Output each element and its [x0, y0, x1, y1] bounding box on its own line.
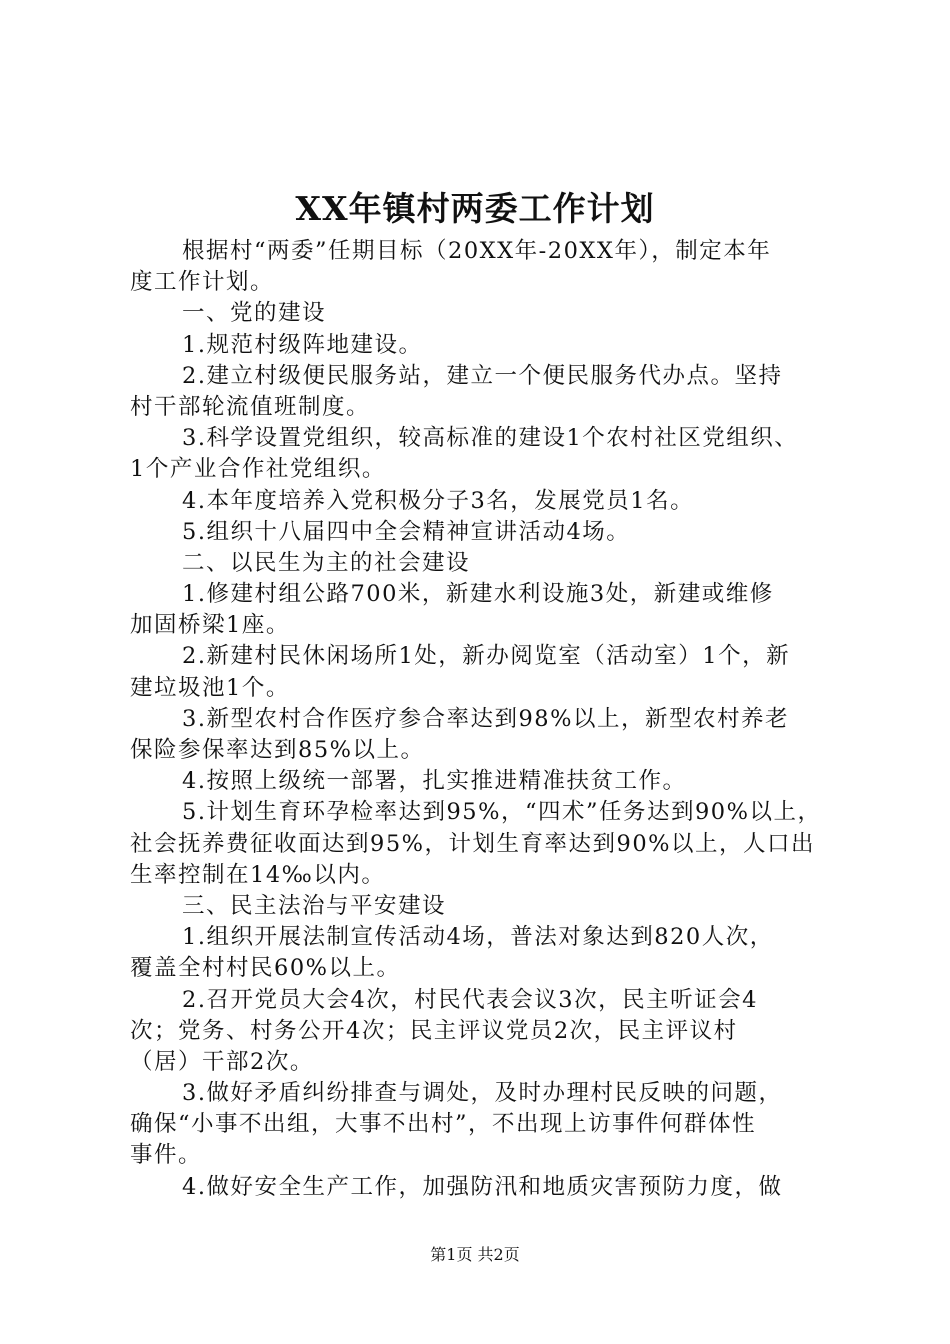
- body-line: 3.科学设置党组织，较高标准的建设1个农村社区党组织、: [182, 425, 799, 452]
- body-line: 社会抚养费征收面达到95%，计划生育率达到90%以上，人口出: [130, 830, 816, 857]
- body-line: 三、民主法治与平安建设: [182, 892, 447, 919]
- body-line: 4.按照上级统一部署，扎实推进精准扶贫工作。: [182, 768, 687, 795]
- body-line: 4.做好安全生产工作，加强防汛和地质灾害预防力度，做: [182, 1173, 783, 1200]
- body-line: 建垃圾池1个。: [130, 674, 290, 701]
- body-line: 根据村“两委”任期目标（20XX年-20XX年），制定本年: [182, 238, 772, 264]
- body-line: 一、党的建设: [182, 300, 327, 327]
- body-line: 确保“小事不出组，大事不出村”，不出现上访事件何群体性: [130, 1111, 757, 1138]
- page-footer: 第1页 共2页: [430, 1245, 520, 1264]
- document-title: XX年镇村两委工作计划: [295, 189, 655, 228]
- body-line: 1个产业合作社党组织。: [130, 456, 386, 483]
- body-line: 1.修建村组公路700米，新建水利设施3处，新建或维修: [182, 581, 774, 608]
- body-line: 次；党务、村务公开4次；民主评议党员2次，民主评议村: [130, 1017, 738, 1044]
- body-line: 3.新型农村合作医疗参合率达到98%以上，新型农村养老: [182, 705, 789, 732]
- body-line: 1.组织开展法制宣传活动4场，普法对象达到820人次，: [182, 924, 774, 951]
- document-body: [130, 236, 830, 1203]
- body-line: 2.召开党员大会4次，村民代表会议3次，民主听证会4: [182, 986, 758, 1013]
- body-line: 度工作计划。: [130, 269, 275, 296]
- body-line: 二、以民生为主的社会建设: [182, 549, 471, 576]
- body-line: 生率控制在14‰以内。: [130, 861, 386, 888]
- body-line: 加固桥梁1座。: [130, 612, 290, 639]
- body-line: 4.本年度培养入党积极分子3名，发展党员1名。: [182, 487, 695, 514]
- body-line: 事件。: [130, 1142, 203, 1169]
- body-line: 5.组织十八届四中全会精神宣讲活动4场。: [182, 518, 631, 545]
- body-line: 覆盖全村村民60%以上。: [130, 955, 401, 982]
- body-line: 村干部轮流值班制度。: [130, 393, 371, 420]
- body-line: 保险参保率达到85%以上。: [130, 737, 425, 763]
- body-line: 3.做好矛盾纠纷排查与调处，及时办理村民反映的问题，: [182, 1080, 783, 1107]
- body-line: 2.建立村级便民服务站，建立一个便民服务代办点。坚持: [182, 362, 783, 389]
- body-line: （居）干部2次。: [130, 1048, 314, 1075]
- body-line: 2.新建村民休闲场所1处，新办阅览室（活动室）1个，新: [182, 643, 791, 670]
- body-line: 1.规范村级阵地建设。: [182, 331, 423, 358]
- body-line: 5.计划生育环孕检率达到95%，“四术”任务达到90%以上，: [182, 799, 822, 826]
